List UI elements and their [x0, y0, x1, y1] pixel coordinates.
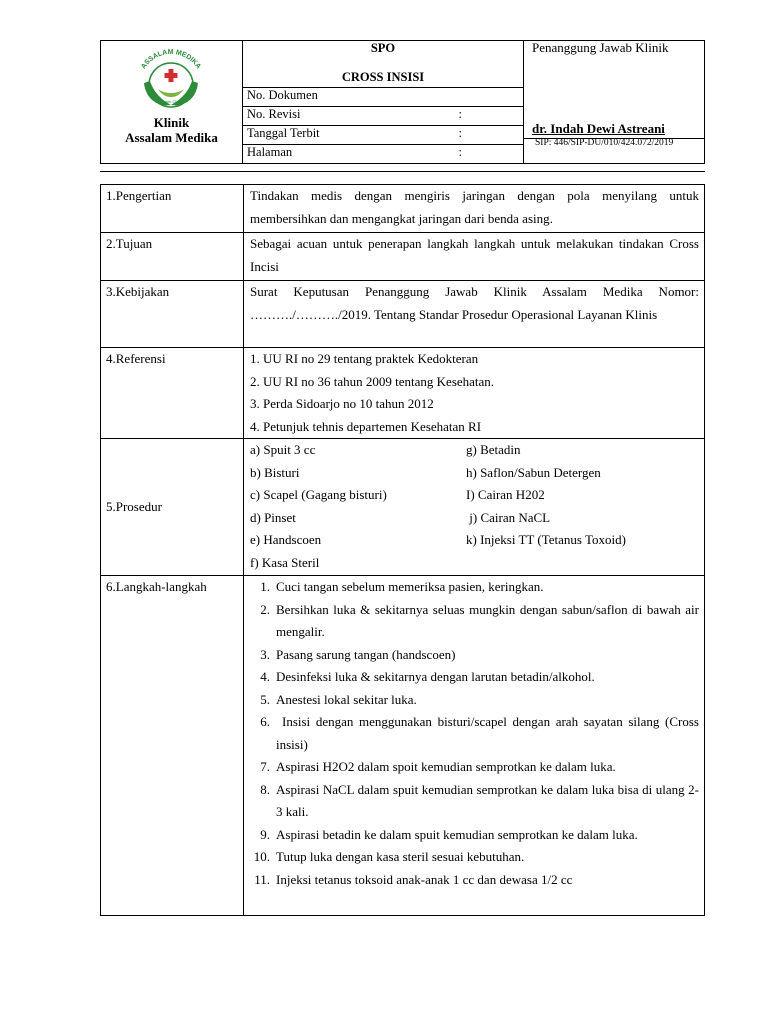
- clinic-name-line2: Assalam Medika: [125, 130, 218, 145]
- row-pengertian: [101, 185, 705, 233]
- list-item: 2. Bersihkan luka & sekitarnya seluas mungkin dengan sabun/saflon di bawah air mengalir.: [260, 601, 699, 639]
- clinic-logo-cell: [101, 41, 243, 164]
- list-item: I) Cairan H202: [466, 487, 545, 502]
- list-item: 1. UU RI no 29 tentang praktek Kedokteran: [250, 351, 479, 366]
- text-pengertian: Tindakan medis dengan mengiris jaringan dengan pola menyilang untuk membersihkan dan mengangkat jaringan dari benda asing.: [244, 185, 705, 233]
- row-referensi: [101, 348, 705, 439]
- logo-arc-text: ASSALAM MEDIKA: [140, 48, 202, 71]
- list-item: 2. UU RI no 36 tahun 2009 tentang Kesehatan.: [250, 373, 495, 389]
- list-item: b) Bisturi: [250, 464, 300, 480]
- row-tujuan: [101, 233, 705, 281]
- row-langkah: [101, 576, 705, 916]
- text-tujuan: Sebagai acuan untuk penerapan langkah langkah untuk melakukan tindakan Cross Incisi: [244, 233, 705, 281]
- clinic-name: [101, 115, 242, 145]
- responsible-title: Penanggung Jawab Klinik: [532, 40, 669, 55]
- list-item: 5. Anestesi lokal sekitar luka.: [260, 691, 417, 707]
- list-item: k) Injeksi TT (Tetanus Toxoid): [466, 532, 626, 547]
- text-kebijakan: Surat Keputusan Penanggung Jawab Klinik Assalam Medika Nomor: ………./………./2019. Tentang Standar Prosedur Operasional Layanan Klinis: [244, 281, 705, 348]
- list-item: 4. Petunjuk tehnis departemen Kesehatan RI: [250, 418, 482, 434]
- header-separator: [100, 171, 705, 172]
- list-item: e) Handscoen: [250, 532, 322, 547]
- list-langkah: [244, 576, 705, 916]
- list-item: 7. Aspirasi H2O2 dalam spoit kemudian semprotkan ke dalam luka.: [260, 759, 616, 774]
- label-pengertian: 1.Pengertian: [101, 185, 244, 233]
- label-kebijakan: 3.Kebijakan: [101, 281, 244, 348]
- meta-tanggal-terbit: Tanggal Terbit :: [243, 126, 524, 145]
- label-prosedur: 5.Prosedur: [101, 439, 244, 576]
- list-item: 6. Insisi dengan menggunakan bisturi/scapel dengan arah sayatan silang (Cross insisi): [260, 714, 699, 752]
- meta-no-revisi: No. Revisi :: [243, 107, 524, 126]
- document-title: CROSS INSISI: [341, 70, 425, 84]
- list-item: g) Betadin: [466, 442, 521, 457]
- document-header: [100, 40, 705, 164]
- logo-sub-text: Health Clinic: [159, 99, 183, 104]
- list-item: 4. Desinfeksi luka & sekitarnya dengan larutan betadin/alkohol.: [260, 669, 595, 684]
- list-item: 8. Aspirasi NaCL dalam spuit kemudian semprotkan ke dalam luka bisa di ulang 2-3 kali.: [260, 781, 699, 819]
- procedure-table: [100, 184, 705, 916]
- clinic-logo: [126, 45, 216, 117]
- label-tujuan: 2.Tujuan: [101, 233, 244, 281]
- list-item: a) Spuit 3 cc: [250, 442, 316, 457]
- list-item: [466, 552, 699, 575]
- list-item: 9. Aspirasi betadin ke dalam spuit kemudian semprotkan ke dalam luka.: [260, 826, 638, 842]
- svg-text:ASSALAM MEDIKA: [140, 49, 202, 70]
- clinic-name-line1: Klinik: [153, 115, 190, 130]
- list-prosedur: [244, 439, 705, 576]
- list-item: 1. Cuci tangan sebelum memeriksa pasien, keringkan.: [260, 579, 544, 594]
- responsible-cell: [524, 41, 705, 164]
- meta-no-dokumen: No. Dokumen: [243, 88, 524, 107]
- row-kebijakan: [101, 281, 705, 348]
- label-referensi: 4.Referensi: [101, 348, 244, 439]
- label-langkah: 6.Langkah-langkah: [101, 576, 244, 916]
- list-item: h) Saflon/Sabun Detergen: [466, 464, 601, 480]
- list-referensi: [244, 348, 705, 439]
- list-item: 3. Perda Sidoarjo no 10 tahun 2012: [250, 396, 434, 411]
- document-type: SPO: [370, 41, 396, 55]
- list-item: c) Scapel (Gagang bisturi): [250, 487, 387, 502]
- responsible-sip: SIP: 446/SIP-DU/010/424.072/2019: [535, 138, 674, 148]
- list-item: 10. Tutup luka dengan kasa steril sesuai kebutuhan.: [253, 849, 525, 864]
- list-item: j) Cairan NaCL: [466, 509, 551, 525]
- document-title-cell: [243, 41, 524, 88]
- meta-halaman: Halaman :: [243, 145, 524, 164]
- list-item: d) Pinset: [250, 509, 296, 525]
- responsible-name: dr. Indah Dewi Astreani: [532, 121, 665, 136]
- list-item: 11. Injeksi tetanus toksoid anak-anak 1 cc dan dewasa 1/2 cc: [254, 871, 573, 887]
- list-item: 3. Pasang sarung tangan (handscoen): [260, 646, 456, 662]
- list-item: f) Kasa Steril: [250, 554, 320, 570]
- row-prosedur: [101, 439, 705, 576]
